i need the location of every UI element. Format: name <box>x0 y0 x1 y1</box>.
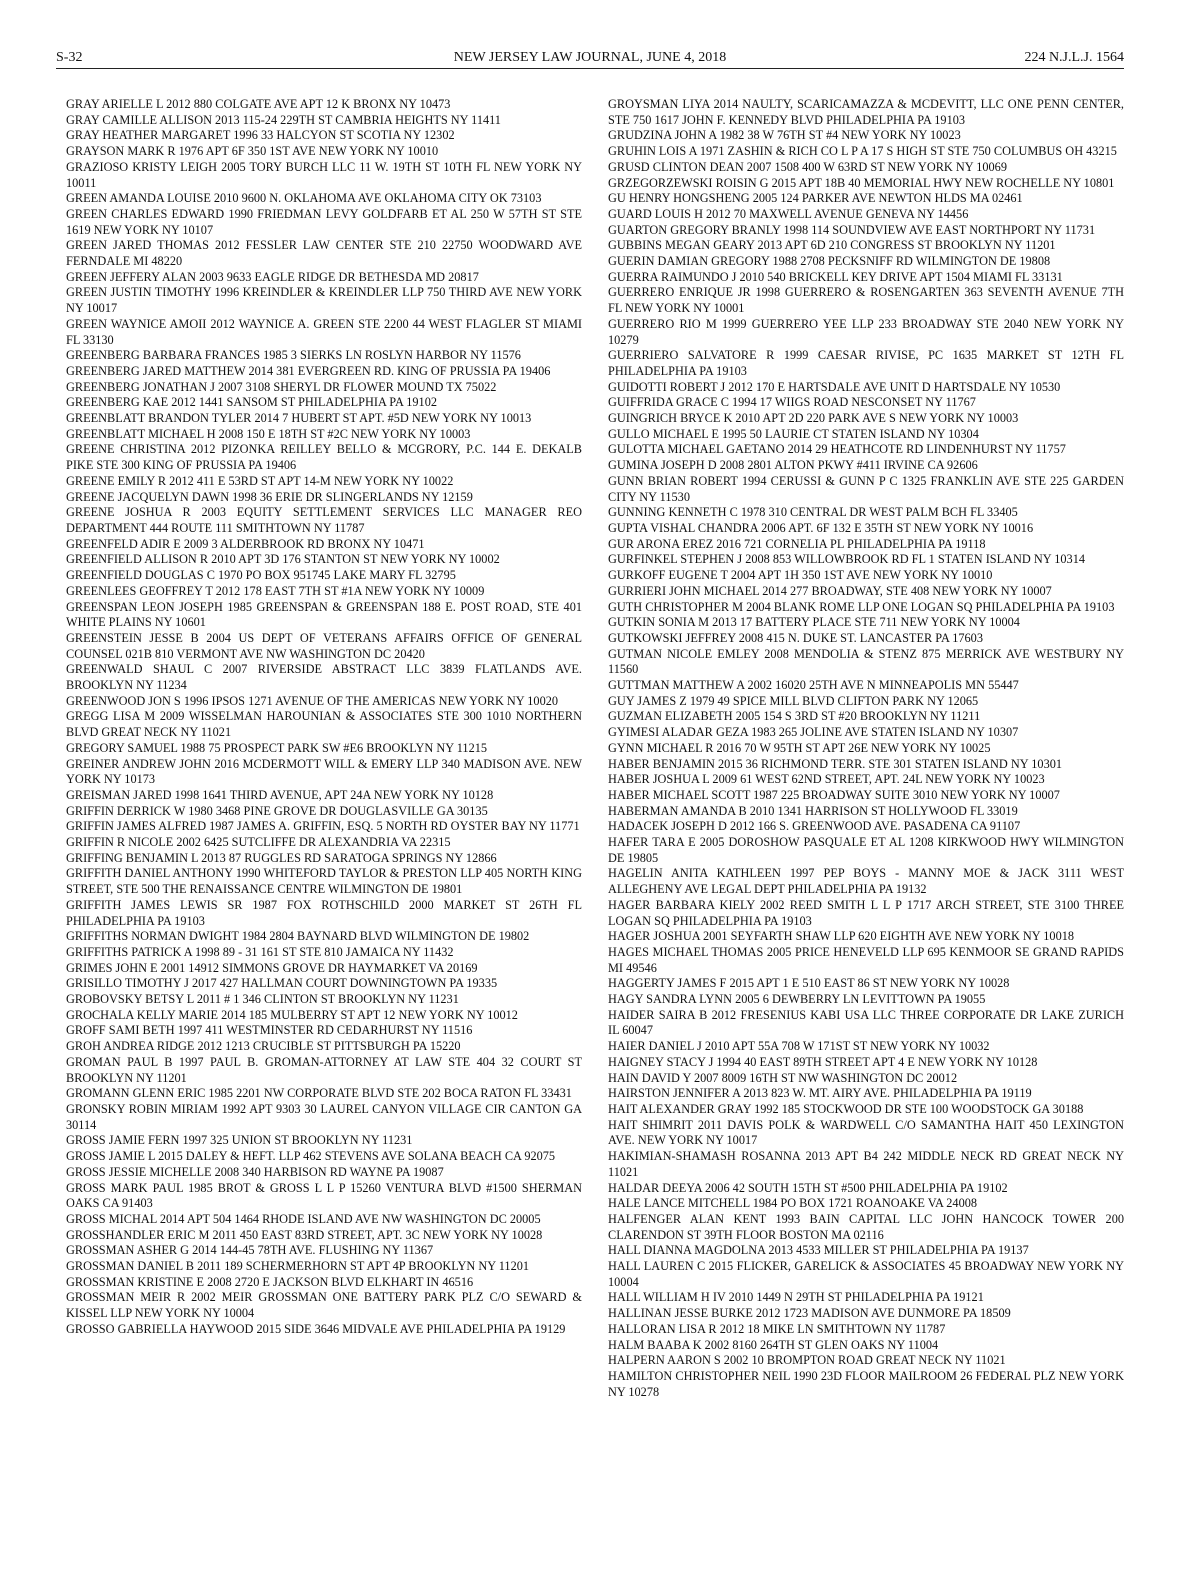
attorney-entry: GUERRERO ENRIQUE JR 1998 GUERRERO & ROSENGARTEN 363 SEVENTH AVENUE 7TH FL NEW YORK NY 10001 <box>608 285 1124 316</box>
attorney-entry: GREEN WAYNICE AMOII 2012 WAYNICE A. GREEN STE 2200 44 WEST FLAGLER ST MIAMI FL 33130 <box>66 316 582 347</box>
attorney-entry: GRISILLO TIMOTHY J 2017 427 HALLMAN COURT DOWNINGTOWN PA 19335 <box>66 976 498 991</box>
attorney-entry: HALDAR DEEYA 2006 42 SOUTH 15TH ST #500 PHILADELPHIA PA 19102 <box>608 1180 1008 1195</box>
page-number: S-32 <box>56 50 83 65</box>
attorney-entry: HALLORAN LISA R 2012 18 MIKE LN SMITHTOWN NY 11787 <box>608 1321 946 1336</box>
attorney-entry: GRZEGORZEWSKI ROISIN G 2015 APT 18B 40 MEMORIAL HWY NEW ROCHELLE NY 10801 <box>608 175 1115 190</box>
attorney-entry: GREENBERG BARBARA FRANCES 1985 3 SIERKS LN ROSLYN HARBOR NY 11576 <box>66 348 521 363</box>
attorney-entry: HALE LANCE MITCHELL 1984 PO BOX 1721 ROANOAKE VA 24008 <box>608 1196 978 1211</box>
attorney-entry: GRAY CAMILLE ALLISON 2013 115-24 229TH ST CAMBRIA HEIGHTS NY 11411 <box>66 112 501 127</box>
attorney-entry: HAIN DAVID Y 2007 8009 16TH ST NW WASHINGTON DC 20012 <box>608 1070 958 1085</box>
attorney-entry: GREEN CHARLES EDWARD 1990 FRIEDMAN LEVY GOLDFARB ET AL 250 W 57TH ST STE 1619 NEW YORK NY 10107 <box>66 206 582 237</box>
page-header <box>56 48 1124 69</box>
attorney-entry: GREENSPAN LEON JOSEPH 1985 GREENSPAN & GREENSPAN 188 E. POST ROAD, STE 401 WHITE PLAINS NY 10601 <box>66 599 582 630</box>
attorney-entry: GROH ANDREA RIDGE 2012 1213 CRUCIBLE ST PITTSBURGH PA 15220 <box>66 1039 461 1054</box>
attorney-entry: GULLO MICHAEL E 1995 50 LAURIE CT STATEN ISLAND NY 10304 <box>608 426 979 441</box>
attorney-entry: GREENBLATT BRANDON TYLER 2014 7 HUBERT ST APT. #5D NEW YORK NY 10013 <box>66 411 532 426</box>
attorney-entry: GUERRA RAIMUNDO J 2010 540 BRICKELL KEY DRIVE APT 1504 MIAMI FL 33131 <box>608 269 1063 284</box>
attorney-entry: GROSSHANDLER ERIC M 2011 450 EAST 83RD STREET, APT. 3C NEW YORK NY 10028 <box>66 1227 543 1242</box>
attorney-entry: GROSSO GABRIELLA HAYWOOD 2015 SIDE 3646 MIDVALE AVE PHILADELPHIA PA 19129 <box>66 1321 566 1336</box>
attorney-entry: GRAY ARIELLE L 2012 880 COLGATE AVE APT 12 K BRONX NY 10473 <box>66 97 451 111</box>
attorney-entry: GURKOFF EUGENE T 2004 APT 1H 350 1ST AVE NEW YORK NY 10010 <box>608 568 993 583</box>
attorney-entry: GUY JAMES Z 1979 49 SPICE MILL BLVD CLIFTON PARK NY 12065 <box>608 693 979 708</box>
attorney-entry: GRIMES JOHN E 2001 14912 SIMMONS GROVE DR HAYMARKET VA 20169 <box>66 960 478 975</box>
publication-title: NEW JERSEY LAW JOURNAL, JUNE 4, 2018 <box>453 50 727 65</box>
attorney-entry: HAIT ALEXANDER GRAY 1992 185 STOCKWOOD DR STE 100 WOODSTOCK GA 30188 <box>608 1102 1084 1116</box>
attorney-entry: GREENFIELD DOUGLAS C 1970 PO BOX 951745 LAKE MARY FL 32795 <box>66 568 456 583</box>
attorney-entry: HAGELIN ANITA KATHLEEN 1997 PEP BOYS - MANNY MOE & JACK 3111 WEST ALLEGHENY AVE LEGAL DEPT PHILADELPHIA PA 19132 <box>608 866 1124 897</box>
attorney-entry: HABERMAN AMANDA B 2010 1341 HARRISON ST HOLLYWOOD FL 33019 <box>608 803 1018 818</box>
attorney-entry: GUIFFRIDA GRACE C 1994 17 WIIGS ROAD NESCONSET NY 11767 <box>608 395 976 410</box>
attorney-entry: GUTTMAN MATTHEW A 2002 16020 25TH AVE N MINNEAPOLIS MN 55447 <box>608 678 1019 693</box>
attorney-entry: HAGY SANDRA LYNN 2005 6 DEWBERRY LN LEVITTOWN PA 19055 <box>608 992 986 1007</box>
attorney-entry: GRIFFIN R NICOLE 2002 6425 SUTCLIFFE DR ALEXANDRIA VA 22315 <box>66 835 451 850</box>
attorney-entry: GUNN BRIAN ROBERT 1994 CERUSSI & GUNN P C 1325 FRANKLIN AVE STE 225 GARDEN CITY NY 11530 <box>608 473 1124 504</box>
attorney-entry: HADACEK JOSEPH D 2012 166 S. GREENWOOD AVE. PASADENA CA 91107 <box>608 819 1021 834</box>
attorney-entry: HAGGERTY JAMES F 2015 APT 1 E 510 EAST 86 ST NEW YORK NY 10028 <box>608 976 1010 991</box>
attorney-entry: GREEN AMANDA LOUISE 2010 9600 N. OKLAHOMA AVE OKLAHOMA CITY OK 73103 <box>66 191 542 206</box>
attorney-entry: GROFF SAMI BETH 1997 411 WESTMINSTER RD CEDARHURST NY 11516 <box>66 1023 473 1038</box>
attorney-entry: GROSS JESSIE MICHELLE 2008 340 HARBISON RD WAYNE PA 19087 <box>66 1164 444 1179</box>
attorney-entry: GREENE EMILY R 2012 411 E 53RD ST APT 14-M NEW YORK NY 10022 <box>66 473 454 488</box>
attorney-entry: GREENE CHRISTINA 2012 PIZONKA REILLEY BELLO & MCGRORY, P.C. 144 E. DEKALB PIKE STE 300 KING OF PRUSSIA PA 19406 <box>66 442 582 473</box>
attorney-entry: GRUSD CLINTON DEAN 2007 1508 400 W 63RD ST NEW YORK NY 10069 <box>608 159 1007 174</box>
attorney-entry: HAKIMIAN-SHAMASH ROSANNA 2013 APT B4 242 MIDDLE NECK RD GREAT NECK NY 11021 <box>608 1149 1124 1179</box>
attorney-entry: GUZMAN ELIZABETH 2005 154 S 3RD ST #20 BROOKLYN NY 11211 <box>608 709 981 724</box>
attorney-entry: HAGER JOSHUA 2001 SEYFARTH SHAW LLP 620 EIGHTH AVE NEW YORK NY 10018 <box>608 929 1075 944</box>
attorney-entry: GROSS JAMIE L 2015 DALEY & HEFT. LLP 462 STEVENS AVE SOLANA BEACH CA 92075 <box>66 1149 556 1164</box>
attorney-entry: GREEN JEFFERY ALAN 2003 9633 EAGLE RIDGE DR BETHESDA MD 20817 <box>66 269 479 284</box>
attorney-entry: GRIFFING BENJAMIN L 2013 87 RUGGLES RD SARATOGA SPRINGS NY 12866 <box>66 850 497 865</box>
attorney-entry: GREENBERG JARED MATTHEW 2014 381 EVERGREEN RD. KING OF PRUSSIA PA 19406 <box>66 363 551 378</box>
attorney-entry: GREENE JACQUELYN DAWN 1998 36 ERIE DR SLINGERLANDS NY 12159 <box>66 489 473 504</box>
attorney-entry: GUPTA VISHAL CHANDRA 2006 APT. 6F 132 E 35TH ST NEW YORK NY 10016 <box>608 520 1034 535</box>
attorney-entry: GURFINKEL STEPHEN J 2008 853 WILLOWBROOK RD FL 1 STATEN ISLAND NY 10314 <box>608 552 1085 567</box>
attorney-entry: GUNNING KENNETH C 1978 310 CENTRAL DR WEST PALM BCH FL 33405 <box>608 505 1018 520</box>
attorney-entry: GROCHALA KELLY MARIE 2014 185 MULBERRY ST APT 12 NEW YORK NY 10012 <box>66 1007 518 1022</box>
attorney-entry: HAIRSTON JENNIFER A 2013 823 W. MT. AIRY AVE. PHILADELPHIA PA 19119 <box>608 1086 1032 1101</box>
attorney-entry: GUERRIERO SALVATORE R 1999 CAESAR RIVISE, PC 1635 MARKET ST 12TH FL PHILADELPHIA PA 19103 <box>608 348 1124 378</box>
attorney-entry: GREEN JUSTIN TIMOTHY 1996 KREINDLER & KREINDLER LLP 750 THIRD AVE NEW YORK NY 10017 <box>66 285 582 316</box>
attorney-entry: GROMANN GLENN ERIC 1985 2201 NW CORPORATE BLVD STE 202 BOCA RATON FL 33431 <box>66 1086 572 1101</box>
attorney-entry: GROBOVSKY BETSY L 2011 # 1 346 CLINTON ST BROOKLYN NY 11231 <box>66 992 459 1007</box>
attorney-entry: HAIGNEY STACY J 1994 40 EAST 89TH STREET APT 4 E NEW YORK NY 10128 <box>608 1054 1038 1069</box>
attorney-entry: HALPERN AARON S 2002 10 BROMPTON ROAD GREAT NECK NY 11021 <box>608 1353 1006 1368</box>
attorney-entry: HALL DIANNA MAGDOLNA 2013 4533 MILLER ST PHILADELPHIA PA 19137 <box>608 1243 1029 1258</box>
attorney-entry: HAIER DANIEL J 2010 APT 55A 708 W 171ST ST NEW YORK NY 10032 <box>608 1039 990 1054</box>
attorney-entry: GUARTON GREGORY BRANLY 1998 114 SOUNDVIEW AVE EAST NORTHPORT NY 11731 <box>608 222 1096 237</box>
attorney-entry: GROYSMAN LIYA 2014 NAULTY, SCARICAMAZZA & MCDEVITT, LLC ONE PENN CENTER, STE 750 1617 JOHN F. KENNEDY BLVD PHILADELPHIA PA 19103 <box>608 97 1124 127</box>
attorney-entry: GROSSMAN ASHER G 2014 144-45 78TH AVE. FLUSHING NY 11367 <box>66 1243 434 1258</box>
attorney-entry: HALLINAN JESSE BURKE 2012 1723 MADISON AVE DUNMORE PA 18509 <box>608 1306 1011 1321</box>
attorney-entry: GUTKIN SONIA M 2013 17 BATTERY PLACE STE 711 NEW YORK NY 10004 <box>608 615 1020 630</box>
attorney-entry: HAIDER SAIRA B 2012 FRESENIUS KABI USA LLC THREE CORPORATE DR LAKE ZURICH IL 60047 <box>608 1007 1124 1038</box>
attorney-entry: GRIFFITHS PATRICK A 1998 89 - 31 161 ST STE 810 JAMAICA NY 11432 <box>66 944 454 959</box>
attorney-entry: GREENBLATT MICHAEL H 2008 150 E 18TH ST #2C NEW YORK NY 10003 <box>66 426 471 441</box>
attorney-entry: HALFENGER ALAN KENT 1993 BAIN CAPITAL LLC JOHN HANCOCK TOWER 200 CLARENDON ST 39TH FLOOR BOSTON MA 02116 <box>608 1211 1124 1242</box>
attorney-entry: GREENFIELD ALLISON R 2010 APT 3D 176 STANTON ST NEW YORK NY 10002 <box>66 552 500 567</box>
attorney-entry: HALL LAUREN C 2015 FLICKER, GARELICK & ASSOCIATES 45 BROADWAY NEW YORK NY 10004 <box>608 1259 1124 1289</box>
attorney-entry: GULOTTA MICHAEL GAETANO 2014 29 HEATHCOTE RD LINDENHURST NY 11757 <box>608 442 1066 457</box>
attorney-entry: HABER JOSHUA L 2009 61 WEST 62ND STREET, APT. 24L NEW YORK NY 10023 <box>608 772 1045 787</box>
attorney-entry: GUERIN DAMIAN GREGORY 1988 2708 PECKSNIFF RD WILMINGTON DE 19808 <box>608 254 1051 269</box>
attorney-entry: GRONSKY ROBIN MIRIAM 1992 APT 9303 30 LAUREL CANYON VILLAGE CIR CANTON GA 30114 <box>66 1102 582 1132</box>
attorney-entry: GUINGRICH BRYCE K 2010 APT 2D 220 PARK AVE S NEW YORK NY 10003 <box>608 411 1019 426</box>
citation: 224 N.J.L.J. 1564 <box>1024 50 1124 65</box>
attorney-entry: GREISMAN JARED 1998 1641 THIRD AVENUE, APT 24A NEW YORK NY 10128 <box>66 787 494 802</box>
attorney-entry: HAFER TARA E 2005 DOROSHOW PASQUALE ET AL 1208 KIRKWOOD HWY WILMINGTON DE 19805 <box>608 835 1124 865</box>
right-column <box>608 97 1124 1400</box>
attorney-entry: GREEN JARED THOMAS 2012 FESSLER LAW CENTER STE 210 22750 WOODWARD AVE FERNDALE MI 48220 <box>66 238 582 269</box>
attorney-entry: HALM BAABA K 2002 8160 264TH ST GLEN OAKS NY 11004 <box>608 1337 939 1352</box>
attorney-entry: GREGG LISA M 2009 WISSELMAN HAROUNIAN & ASSOCIATES STE 300 1010 NORTHERN BLVD GREAT NECK NY 11021 <box>66 709 582 740</box>
left-column <box>66 97 582 1338</box>
attorney-entry: GRIFFIN DERRICK W 1980 3468 PINE GROVE DR DOUGLASVILLE GA 30135 <box>66 803 488 818</box>
attorney-entry: GUIDOTTI ROBERT J 2012 170 E HARTSDALE AVE UNIT D HARTSDALE NY 10530 <box>608 379 1061 394</box>
attorney-entry: HABER MICHAEL SCOTT 1987 225 BROADWAY SUITE 3010 NEW YORK NY 10007 <box>608 787 1060 802</box>
attorney-entry: GROMAN PAUL B 1997 PAUL B. GROMAN-ATTORNEY AT LAW STE 404 32 COURT ST BROOKLYN NY 11201 <box>66 1054 582 1085</box>
attorney-entry: GUTKOWSKI JEFFREY 2008 415 N. DUKE ST. LANCASTER PA 17603 <box>608 630 983 645</box>
attorney-entry: GREENBERG KAE 2012 1441 SANSOM ST PHILADELPHIA PA 19102 <box>66 395 437 410</box>
attorney-entry: GUTH CHRISTOPHER M 2004 BLANK ROME LLP ONE LOGAN SQ PHILADELPHIA PA 19103 <box>608 599 1115 614</box>
attorney-entry: GUTMAN NICOLE EMLEY 2008 MENDOLIA & STENZ 875 MERRICK AVE WESTBURY NY 11560 <box>608 646 1124 677</box>
attorney-entry: GUERRERO RIO M 1999 GUERRERO YEE LLP 233 BROADWAY STE 2040 NEW YORK NY 10279 <box>608 316 1124 347</box>
attorney-entry: GRAZIOSO KRISTY LEIGH 2005 TORY BURCH LLC 11 W. 19TH ST 10TH FL NEW YORK NY 10011 <box>66 159 582 190</box>
attorney-entry: GYNN MICHAEL R 2016 70 W 95TH ST APT 26E NEW YORK NY 10025 <box>608 740 991 755</box>
attorney-entry: GRIFFITHS NORMAN DWIGHT 1984 2804 BAYNARD BLVD WILMINGTON DE 19802 <box>66 929 530 944</box>
attorney-entry: HAGES MICHAEL THOMAS 2005 PRICE HENEVELD LLP 695 KENMOOR SE GRAND RAPIDS MI 49546 <box>608 944 1124 975</box>
attorney-entry: GUARD LOUIS H 2012 70 MAXWELL AVENUE GENEVA NY 14456 <box>608 206 969 221</box>
attorney-entry: GROSSMAN KRISTINE E 2008 2720 E JACKSON BLVD ELKHART IN 46516 <box>66 1274 474 1289</box>
attorney-entry: GROSS MARK PAUL 1985 BROT & GROSS L L P 15260 VENTURA BLVD #1500 SHERMAN OAKS CA 91403 <box>66 1180 582 1211</box>
attorney-entry: GREENFELD ADIR E 2009 3 ALDERBROOK RD BRONX NY 10471 <box>66 536 425 551</box>
attorney-entry: GU HENRY HONGSHENG 2005 124 PARKER AVE NEWTON HLDS MA 02461 <box>608 191 1023 206</box>
attorney-entry: HAIT SHIMRIT 2011 DAVIS POLK & WARDWELL C/O SAMANTHA HAIT 450 LEXINGTON AVE. NEW YORK NY 10017 <box>608 1117 1124 1148</box>
attorney-entry: GRUDZINA JOHN A 1982 38 W 76TH ST #4 NEW YORK NY 10023 <box>608 128 961 143</box>
attorney-entry: HAMILTON CHRISTOPHER NEIL 1990 23D FLOOR MAILROOM 26 FEDERAL PLZ NEW YORK NY 10278 <box>608 1368 1124 1399</box>
attorney-entry: GURRIERI JOHN MICHAEL 2014 277 BROADWAY, STE 408 NEW YORK NY 10007 <box>608 583 1052 598</box>
attorney-entry: GROSS MICHAL 2014 APT 504 1464 RHODE ISLAND AVE NW WASHINGTON DC 20005 <box>66 1211 541 1226</box>
attorney-entry: GREINER ANDREW JOHN 2016 MCDERMOTT WILL & EMERY LLP 340 MADISON AVE. NEW YORK NY 10173 <box>66 756 582 787</box>
attorney-entry: GRIFFITH DANIEL ANTHONY 1990 WHITEFORD TAYLOR & PRESTON LLP 405 NORTH KING STREET, STE 500 THE RENAISSANCE CENTRE WILMINGTON DE 19801 <box>66 866 582 897</box>
attorney-entry: HABER BENJAMIN 2015 36 RICHMOND TERR. STE 301 STATEN ISLAND NY 10301 <box>608 756 1063 771</box>
attorney-entry: GRIFFIN JAMES ALFRED 1987 JAMES A. GRIFFIN, ESQ. 5 NORTH RD OYSTER BAY NY 11771 <box>66 819 580 834</box>
attorney-entry: GREENE JOSHUA R 2003 EQUITY SETTLEMENT SERVICES LLC MANAGER REO DEPARTMENT 444 ROUTE 111 SMITHTOWN NY 11787 <box>66 505 582 535</box>
attorney-entry: GREENWALD SHAUL C 2007 RIVERSIDE ABSTRACT LLC 3839 FLATLANDS AVE. BROOKLYN NY 11234 <box>66 662 582 693</box>
attorney-entry: GUBBINS MEGAN GEARY 2013 APT 6D 210 CONGRESS ST BROOKLYN NY 11201 <box>608 238 1056 253</box>
attorney-entry: GREGORY SAMUEL 1988 75 PROSPECT PARK SW #E6 BROOKLYN NY 11215 <box>66 740 488 755</box>
attorney-entry: GROSSMAN DANIEL B 2011 189 SCHERMERHORN ST APT 4P BROOKLYN NY 11201 <box>66 1259 530 1274</box>
attorney-entry: GRAY HEATHER MARGARET 1996 33 HALCYON ST SCOTIA NY 12302 <box>66 128 455 143</box>
attorney-entry: HAGER BARBARA KIELY 2002 REED SMITH L L P 1717 ARCH STREET, STE 3100 THREE LOGAN SQ PHILADELPHIA PA 19103 <box>608 897 1124 928</box>
attorney-entry: GRUHIN LOIS A 1971 ZASHIN & RICH CO L P A 17 S HIGH ST STE 750 COLUMBUS OH 43215 <box>608 144 1117 159</box>
attorney-entry: GRAYSON MARK R 1976 APT 6F 350 1ST AVE NEW YORK NY 10010 <box>66 144 439 159</box>
attorney-entry: GUR ARONA EREZ 2016 721 CORNELIA PL PHILADELPHIA PA 19118 <box>608 536 986 551</box>
attorney-entry: GREENBERG JONATHAN J 2007 3108 SHERYL DR FLOWER MOUND TX 75022 <box>66 379 497 394</box>
attorney-entry: GREENWOOD JON S 1996 IPSOS 1271 AVENUE OF THE AMERICAS NEW YORK NY 10020 <box>66 693 559 708</box>
attorney-entry: GREENSTEIN JESSE B 2004 US DEPT OF VETERANS AFFAIRS OFFICE OF GENERAL COUNSEL 021B 810 VERMONT AVE NW WASHINGTON DC 20420 <box>66 630 582 661</box>
attorney-entry: GREENLEES GEOFFREY T 2012 178 EAST 7TH ST #1A NEW YORK NY 10009 <box>66 583 485 598</box>
attorney-entry: GROSSMAN MEIR R 2002 MEIR GROSSMAN ONE BATTERY PARK PLZ C/O SEWARD & KISSEL LLP NEW YORK NY 10004 <box>66 1290 582 1321</box>
attorney-entry: GRIFFITH JAMES LEWIS SR 1987 FOX ROTHSCHILD 2000 MARKET ST 26TH FL PHILADELPHIA PA 19103 <box>66 897 582 928</box>
attorney-entry: GROSS JAMIE FERN 1997 325 UNION ST BROOKLYN NY 11231 <box>66 1133 413 1148</box>
attorney-entry: HALL WILLIAM H IV 2010 1449 N 29TH ST PHILADELPHIA PA 19121 <box>608 1290 984 1305</box>
attorney-entry: GUMINA JOSEPH D 2008 2801 ALTON PKWY #411 IRVINE CA 92606 <box>608 458 978 473</box>
attorney-entry: GYIMESI ALADAR GEZA 1983 265 JOLINE AVE STATEN ISLAND NY 10307 <box>608 725 1019 740</box>
